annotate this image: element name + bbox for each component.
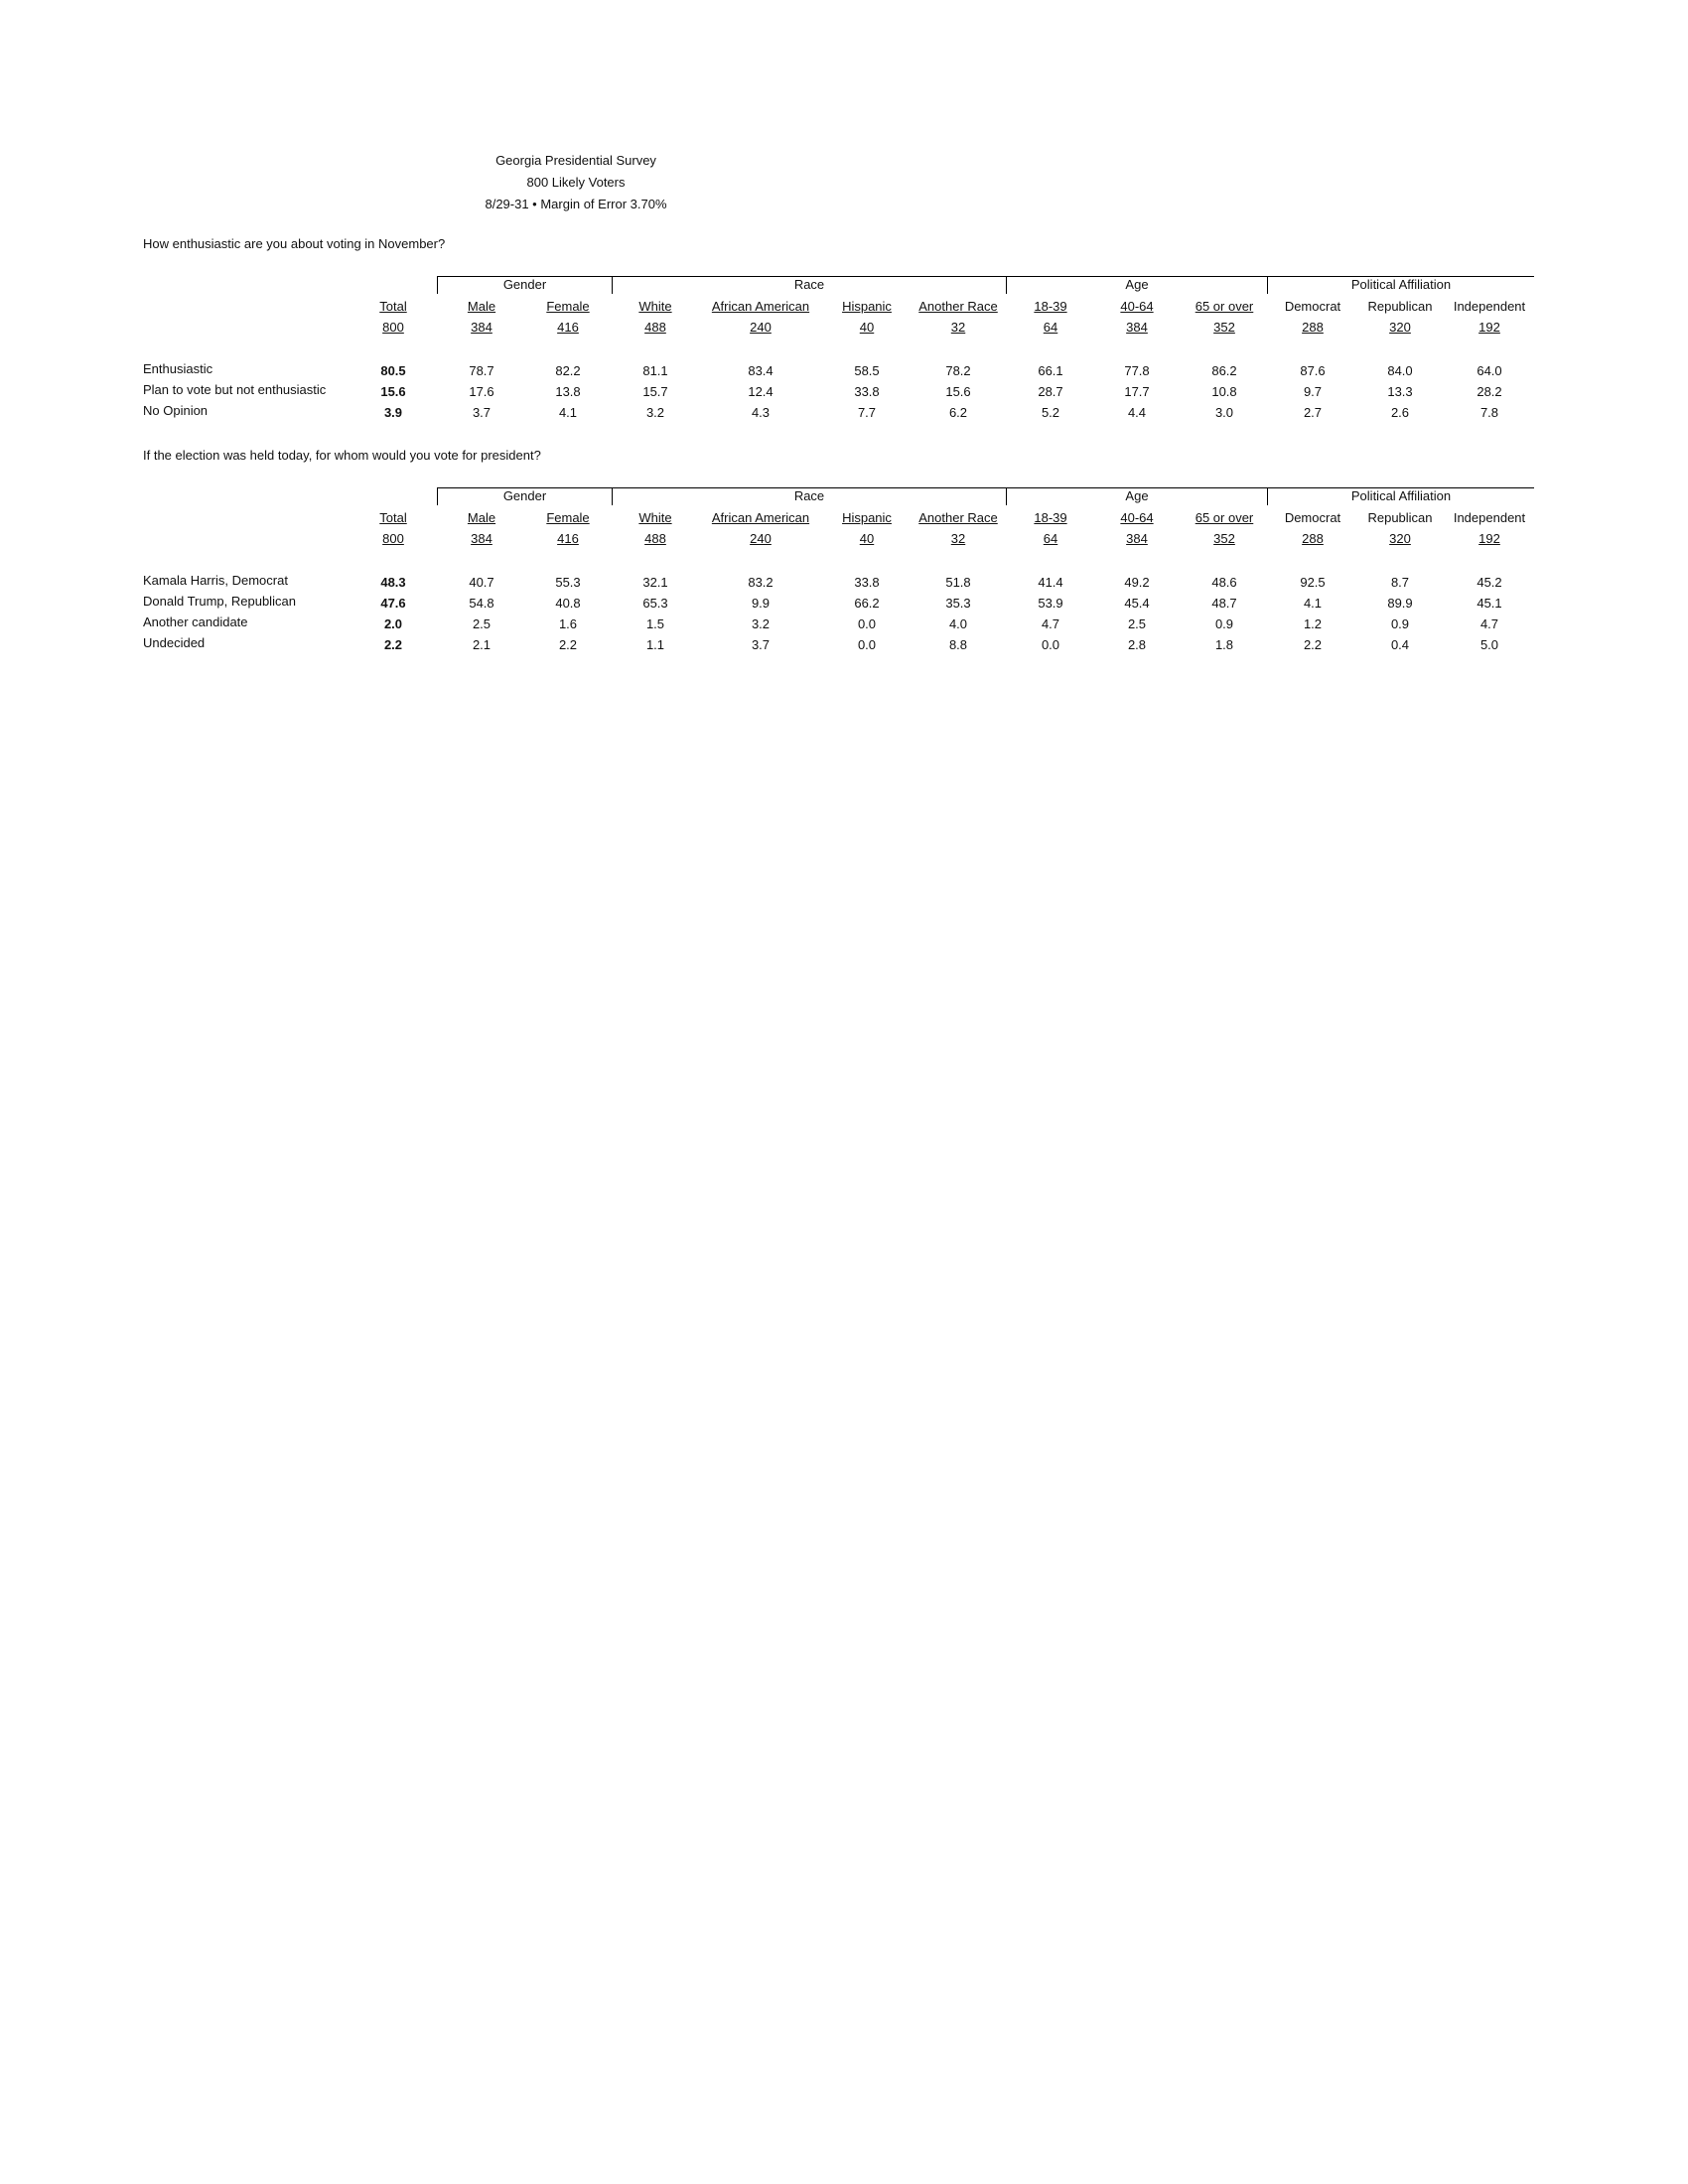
column-sample-size: 64	[1043, 531, 1058, 546]
table-cell: 48.7	[1211, 596, 1237, 611]
table-cell: 3.0	[1214, 405, 1234, 420]
table-cell: 92.5	[1300, 575, 1326, 590]
column-sample-size: 32	[950, 531, 966, 546]
table-cell: 83.4	[748, 363, 774, 378]
column-header: 18-39	[1034, 510, 1067, 525]
group-header: Gender	[437, 487, 613, 505]
column-sample-size: 416	[557, 531, 579, 546]
table-cell: 0.4	[1390, 637, 1410, 652]
total-value: 47.6	[380, 596, 406, 611]
column-sample-size: 416	[557, 320, 579, 335]
table-cell: 17.7	[1124, 384, 1150, 399]
table-cell: 15.6	[945, 384, 971, 399]
column-sample-size: 240	[750, 531, 772, 546]
table-cell: 4.0	[948, 616, 968, 631]
group-header: Race	[612, 487, 1007, 505]
column-sample-size: 800	[382, 320, 404, 335]
table-cell: 82.2	[555, 363, 581, 378]
column-header: Male	[467, 299, 496, 314]
column-sample-size: 384	[471, 320, 492, 335]
row-label: Plan to vote but not enthusiastic	[143, 382, 327, 397]
table-cell: 84.0	[1387, 363, 1413, 378]
row-label: No Opinion	[143, 403, 209, 418]
column-sample-size: 384	[471, 531, 492, 546]
column-sample-size: 320	[1389, 531, 1411, 546]
column-sample-size: 192	[1478, 531, 1500, 546]
table-cell: 40.8	[555, 596, 581, 611]
table-cell: 41.4	[1038, 575, 1063, 590]
group-header: Political Affiliation	[1267, 276, 1534, 294]
column-sample-size: 800	[382, 531, 404, 546]
total-value: 3.9	[383, 405, 403, 420]
column-sample-size: 192	[1478, 320, 1500, 335]
table-cell: 2.2	[558, 637, 578, 652]
table-cell: 49.2	[1124, 575, 1150, 590]
table-cell: 3.7	[472, 405, 492, 420]
group-header: Gender	[437, 276, 613, 294]
table-cell: 2.6	[1390, 405, 1410, 420]
column-sample-size: 288	[1302, 531, 1324, 546]
table-cell: 4.1	[558, 405, 578, 420]
table-cell: 64.0	[1477, 363, 1502, 378]
table-cell: 51.8	[945, 575, 971, 590]
column-sample-size: 384	[1126, 320, 1148, 335]
column-header: 18-39	[1034, 299, 1067, 314]
row-label: Donald Trump, Republican	[143, 594, 296, 609]
column-sample-size: 488	[644, 320, 666, 335]
table-cell: 1.1	[645, 637, 665, 652]
table-cell: 4.7	[1041, 616, 1060, 631]
column-header: Democrat	[1284, 510, 1341, 525]
table-cell: 35.3	[945, 596, 971, 611]
column-header: Female	[546, 510, 590, 525]
table-cell: 6.2	[948, 405, 968, 420]
column-header: Republican	[1367, 510, 1433, 525]
group-header: Age	[1006, 487, 1268, 505]
table-cell: 2.7	[1303, 405, 1323, 420]
column-header: Republican	[1367, 299, 1433, 314]
table-cell: 17.6	[469, 384, 494, 399]
column-header: Another Race	[918, 510, 998, 525]
table-cell: 66.2	[854, 596, 880, 611]
table-cell: 55.3	[555, 575, 581, 590]
table-cell: 1.6	[558, 616, 578, 631]
table-cell: 54.8	[469, 596, 494, 611]
group-header: Race	[612, 276, 1007, 294]
column-header: Total	[379, 299, 407, 314]
row-label: Kamala Harris, Democrat	[143, 573, 288, 588]
column-header: African American	[711, 299, 810, 314]
column-header: African American	[711, 510, 810, 525]
total-value: 48.3	[380, 575, 406, 590]
column-sample-size: 320	[1389, 320, 1411, 335]
column-header: 65 or over	[1195, 299, 1254, 314]
table-cell: 4.1	[1303, 596, 1323, 611]
row-label: Another candidate	[143, 614, 248, 629]
table-cell: 0.9	[1390, 616, 1410, 631]
table-cell: 4.4	[1127, 405, 1147, 420]
group-header: Age	[1006, 276, 1268, 294]
column-header: White	[638, 299, 672, 314]
table-cell: 65.3	[642, 596, 668, 611]
column-sample-size: 40	[859, 320, 875, 335]
survey-subtitle: 800 Likely Voters	[526, 175, 626, 190]
table-cell: 78.7	[469, 363, 494, 378]
table-cell: 33.8	[854, 575, 880, 590]
group-header: Political Affiliation	[1267, 487, 1534, 505]
column-sample-size: 40	[859, 531, 875, 546]
column-header: Independent	[1453, 510, 1526, 525]
table-cell: 5.0	[1479, 637, 1499, 652]
survey-title: Georgia Presidential Survey	[495, 153, 656, 168]
column-sample-size: 64	[1043, 320, 1058, 335]
row-label: Enthusiastic	[143, 361, 213, 376]
table-cell: 0.9	[1214, 616, 1234, 631]
total-value: 2.0	[383, 616, 403, 631]
column-header: Democrat	[1284, 299, 1341, 314]
total-value: 80.5	[380, 363, 406, 378]
table-cell: 2.5	[1127, 616, 1147, 631]
column-header: 40-64	[1120, 510, 1154, 525]
table-cell: 8.7	[1390, 575, 1410, 590]
table-cell: 81.1	[642, 363, 668, 378]
question-text: If the election was held today, for whom would you vote for president?	[143, 448, 541, 463]
table-cell: 45.1	[1477, 596, 1502, 611]
table-cell: 53.9	[1038, 596, 1063, 611]
table-cell: 0.0	[857, 616, 877, 631]
table-cell: 5.2	[1041, 405, 1060, 420]
table-cell: 28.2	[1477, 384, 1502, 399]
row-label: Undecided	[143, 635, 206, 650]
table-cell: 87.6	[1300, 363, 1326, 378]
table-cell: 10.8	[1211, 384, 1237, 399]
column-sample-size: 32	[950, 320, 966, 335]
table-cell: 1.8	[1214, 637, 1234, 652]
table-cell: 3.2	[751, 616, 771, 631]
column-sample-size: 488	[644, 531, 666, 546]
table-cell: 7.8	[1479, 405, 1499, 420]
table-cell: 45.4	[1124, 596, 1150, 611]
column-header: 40-64	[1120, 299, 1154, 314]
table-cell: 45.2	[1477, 575, 1502, 590]
table-cell: 40.7	[469, 575, 494, 590]
total-value: 15.6	[380, 384, 406, 399]
column-header: White	[638, 510, 672, 525]
table-cell: 9.9	[751, 596, 771, 611]
column-header: Another Race	[918, 299, 998, 314]
survey-dates: 8/29-31 • Margin of Error 3.70%	[485, 197, 667, 211]
table-cell: 86.2	[1211, 363, 1237, 378]
column-header: Total	[379, 510, 407, 525]
table-cell: 8.8	[948, 637, 968, 652]
column-header: Male	[467, 510, 496, 525]
table-cell: 15.7	[642, 384, 668, 399]
question-text: How enthusiastic are you about voting in November?	[143, 236, 446, 251]
column-sample-size: 288	[1302, 320, 1324, 335]
column-header: Independent	[1453, 299, 1526, 314]
column-header: Female	[546, 299, 590, 314]
table-cell: 89.9	[1387, 596, 1413, 611]
table-cell: 1.5	[645, 616, 665, 631]
table-cell: 2.5	[472, 616, 492, 631]
column-header: Hispanic	[842, 510, 892, 525]
table-cell: 0.0	[1041, 637, 1060, 652]
table-cell: 58.5	[854, 363, 880, 378]
column-sample-size: 240	[750, 320, 772, 335]
table-cell: 2.1	[472, 637, 492, 652]
table-cell: 33.8	[854, 384, 880, 399]
total-value: 2.2	[383, 637, 403, 652]
table-cell: 4.3	[751, 405, 771, 420]
table-cell: 3.7	[751, 637, 771, 652]
table-cell: 7.7	[857, 405, 877, 420]
table-cell: 78.2	[945, 363, 971, 378]
table-cell: 32.1	[642, 575, 668, 590]
table-cell: 9.7	[1303, 384, 1323, 399]
table-cell: 2.8	[1127, 637, 1147, 652]
table-cell: 1.2	[1303, 616, 1323, 631]
table-cell: 83.2	[748, 575, 774, 590]
column-sample-size: 352	[1213, 531, 1235, 546]
table-cell: 28.7	[1038, 384, 1063, 399]
table-cell: 48.6	[1211, 575, 1237, 590]
table-cell: 12.4	[748, 384, 774, 399]
table-cell: 13.3	[1387, 384, 1413, 399]
table-cell: 4.7	[1479, 616, 1499, 631]
column-header: Hispanic	[842, 299, 892, 314]
table-cell: 66.1	[1038, 363, 1063, 378]
column-sample-size: 384	[1126, 531, 1148, 546]
table-cell: 77.8	[1124, 363, 1150, 378]
table-cell: 0.0	[857, 637, 877, 652]
column-sample-size: 352	[1213, 320, 1235, 335]
column-header: 65 or over	[1195, 510, 1254, 525]
table-cell: 13.8	[555, 384, 581, 399]
table-cell: 3.2	[645, 405, 665, 420]
table-cell: 2.2	[1303, 637, 1323, 652]
